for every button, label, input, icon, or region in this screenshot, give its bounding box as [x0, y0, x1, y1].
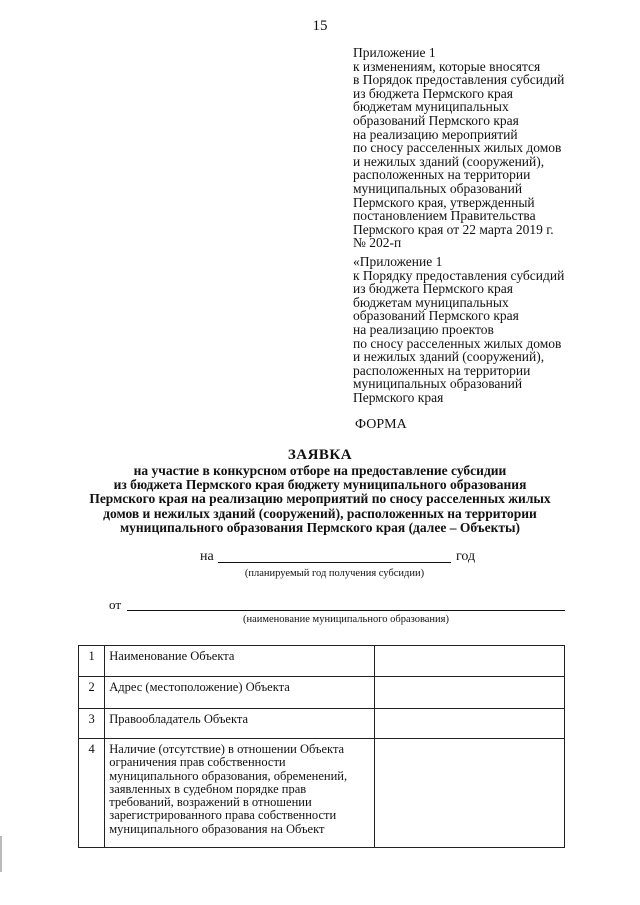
- table-row: [79, 739, 565, 848]
- row-number: 1: [79, 646, 105, 677]
- annex-line: на реализацию мероприятий: [353, 126, 518, 142]
- annex-line: бюджетам муниципальных: [353, 294, 509, 310]
- annex-line: из бюджета Пермского края: [353, 85, 513, 101]
- annex-line: № 202-п: [353, 235, 402, 251]
- from-field-caption: (наименование муниципального образования): [242, 614, 450, 625]
- annex-line: постановлением Правительства: [353, 208, 536, 224]
- annex-line: на реализацию проектов: [353, 321, 494, 337]
- annex-line: из бюджета Пермского края: [353, 281, 513, 297]
- title-line: из бюджета Пермского края бюджету муниципального образования: [113, 477, 527, 493]
- year-field-prefix: на: [200, 549, 214, 564]
- from-field-prefix: от: [109, 597, 122, 612]
- scan-edge-mark: [0, 836, 2, 872]
- municipality-name-blank[interactable]: [127, 610, 565, 611]
- table-row: [79, 677, 565, 709]
- annex-header-procedure: [353, 255, 640, 405]
- title-line: домов и нежилых зданий (сооружений), расположенных на территории: [103, 505, 537, 521]
- row-value-cell[interactable]: [375, 677, 565, 709]
- annex-line: по сносу расселенных жилых домов: [353, 140, 562, 156]
- annex-line: по сносу расселенных жилых домов: [353, 335, 562, 351]
- annex-header-amendments: [353, 46, 640, 250]
- annex-line: муниципальных образований: [353, 180, 523, 196]
- row-label: [105, 646, 375, 677]
- annex-line: расположенных на территории: [353, 362, 531, 378]
- annex-line: муниципальных образований: [353, 376, 523, 392]
- annex-line: образований Пермского края: [353, 308, 519, 324]
- title-line: на участие в конкурсном отборе на предоставление субсидии: [133, 463, 507, 478]
- annex-line: к изменениям, которые вносятся: [353, 58, 541, 74]
- annex-line: расположенных на территории: [353, 167, 531, 183]
- row-number: 4: [79, 739, 105, 848]
- row-label: [105, 677, 375, 709]
- row-label-line: муниципального образования на Объект: [109, 821, 325, 836]
- row-label-line: Наименование Объекта: [109, 649, 235, 663]
- row-label-line: Адрес (местоположение) Объекта: [109, 680, 290, 694]
- row-number: 3: [79, 709, 105, 739]
- row-label-line: требований, возражений в отношении: [109, 795, 312, 810]
- row-label-line: заявленных в судебном порядке прав: [109, 781, 307, 796]
- year-field-blank[interactable]: [218, 562, 451, 563]
- form-label: ФОРМА: [355, 417, 407, 432]
- annex-line: «Приложение 1: [353, 254, 443, 269]
- row-label-line: ограничения прав собственности: [109, 755, 286, 770]
- row-value-cell[interactable]: [375, 709, 565, 739]
- row-number: 2: [79, 677, 105, 709]
- row-value-cell[interactable]: [375, 739, 565, 848]
- row-value-cell[interactable]: [375, 646, 565, 677]
- annex-line: и нежилых зданий (сооружений),: [353, 349, 545, 365]
- page-number: 15: [312, 18, 328, 34]
- annex-line: Пермского края от 22 марта 2019 г.: [353, 221, 554, 237]
- annex-line: образований Пермского края: [353, 112, 519, 128]
- annex-line: Пермского края, утвержденный: [353, 194, 535, 210]
- year-field-suffix: год: [456, 549, 476, 564]
- row-label-line: Наличие (отсутствие) в отношении Объекта: [109, 742, 345, 756]
- title-line: Пермского края на реализацию мероприятий по сносу расселенных жилых: [89, 491, 551, 507]
- document-title: [60, 447, 580, 535]
- annex-line: к Порядку предоставления субсидий: [353, 267, 565, 283]
- object-info-table: [78, 645, 565, 848]
- annex-line: бюджетам муниципальных: [353, 99, 509, 115]
- row-label: [105, 709, 375, 739]
- row-label-line: муниципального образования, обременений,: [109, 768, 348, 783]
- row-label-line: зарегистрированного права собственности: [109, 808, 337, 823]
- year-field-caption: (планируемый год получения субсидии): [244, 568, 425, 579]
- annex-line: и нежилых зданий (сооружений),: [353, 153, 545, 169]
- annex-line: в Порядок предоставления субсидий: [353, 72, 565, 88]
- table-row: [79, 709, 565, 739]
- row-label-line: Правообладатель Объекта: [109, 712, 249, 726]
- table-row: [79, 646, 565, 677]
- annex-line: Приложение 1: [353, 45, 436, 60]
- row-label: [105, 739, 375, 848]
- title-line: муниципального образования Пермского края (далее – Объекты): [119, 519, 521, 535]
- title-main: ЗАЯВКА: [287, 447, 353, 463]
- annex-line: Пермского края: [353, 389, 444, 405]
